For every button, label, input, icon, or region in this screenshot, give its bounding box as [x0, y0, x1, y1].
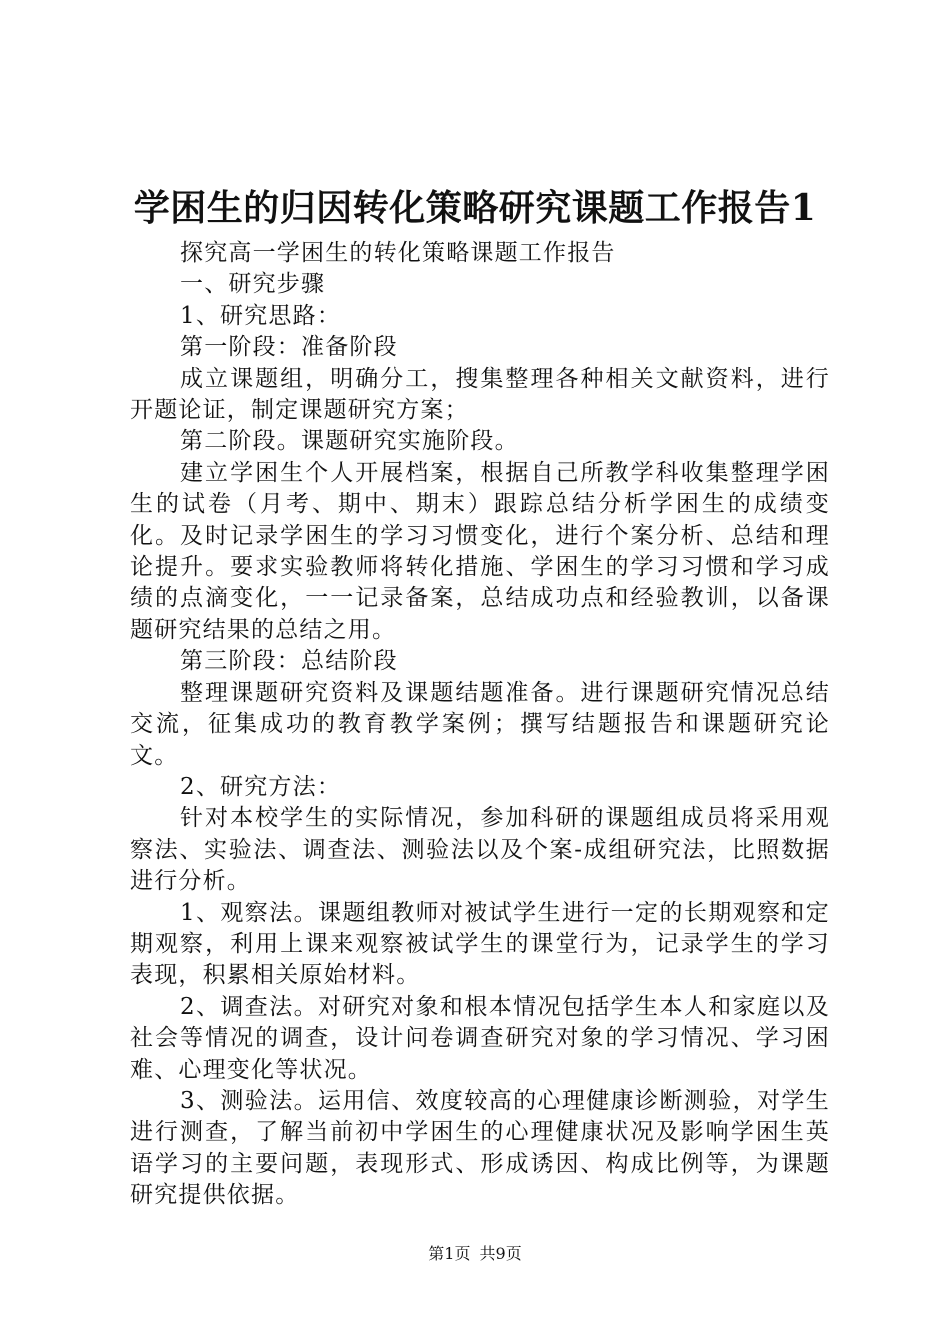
paragraph-stage-one-heading: 第一阶段：准备阶段: [180, 334, 398, 361]
paragraph-stage-one-body: 成立课题组，明确分工，搜集整理各种相关文献资料，进行开题论证，制定课题研究方案；: [130, 365, 830, 424]
paragraph-stage-two-body: 建立学困生个人开展档案，根据自己所教学科收集整理学困生的试卷（月考、期中、期末）跟踪总结分析学困生的成绩变化。及时记录学困生的学习习惯变化，进行个案分析、总结和理论提升。要求实验教师将转化措施、学困生的学习习惯和学习成绩的点滴变化，一一记录备案，总结成功点和经验教训，以备课题研究结果的总结之用。: [130, 459, 830, 643]
page-footer: [0, 1244, 950, 1264]
document-body: [130, 238, 830, 1212]
paragraph-stage-two-heading: 第二阶段。课题研究实施阶段。: [180, 428, 519, 455]
paragraph-test-method: 3、测验法。运用信、效度较高的心理健康诊断测验，对学生进行测查，了解当前初中学困生的心理健康状况及影响学困生英语学习的主要问题，表现形式、形成诱因、构成比例等，为课题研究提供依据。: [130, 1087, 830, 1209]
paragraph-methods-body: 针对本校学生的实际情况，参加科研的课题组成员将采用观察法、实验法、调查法、测验法以及个案-成组研究法，比照数据进行分析。: [130, 805, 830, 895]
paragraph-research-approach-heading: 1、研究思路：: [180, 302, 342, 329]
page-number: 第1页: [428, 1244, 471, 1263]
document-title: 学困生的归因转化策略研究课题工作报告1: [133, 187, 817, 229]
paragraph-stage-three-body: 整理课题研究资料及课题结题准备。进行课题研究情况总结交流，征集成功的教育教学案例；撰写结题报告和课题研究论文。: [130, 679, 830, 769]
paragraph-observation-method: 1、观察法。课题组教师对被试学生进行一定的长期观察和定期观察，利用上课来观察被试学生的课堂行为，记录学生的学习表现，积累相关原始材料。: [130, 899, 830, 989]
paragraph-stage-three-heading: 第三阶段：总结阶段: [180, 648, 398, 675]
paragraph-survey-method: 2、调查法。对研究对象和根本情况包括学生本人和家庭以及社会等情况的调查，设计问卷调查研究对象的学习情况、学习困难、心理变化等状况。: [130, 993, 830, 1083]
paragraph-section-heading-steps: 一、研究步骤: [180, 271, 326, 298]
paragraph-methods-heading: 2、研究方法：: [180, 773, 342, 800]
page-total: 共9页: [479, 1244, 522, 1263]
paragraph-report-subtitle: 探究高一学困生的转化策略课题工作报告: [180, 240, 616, 266]
